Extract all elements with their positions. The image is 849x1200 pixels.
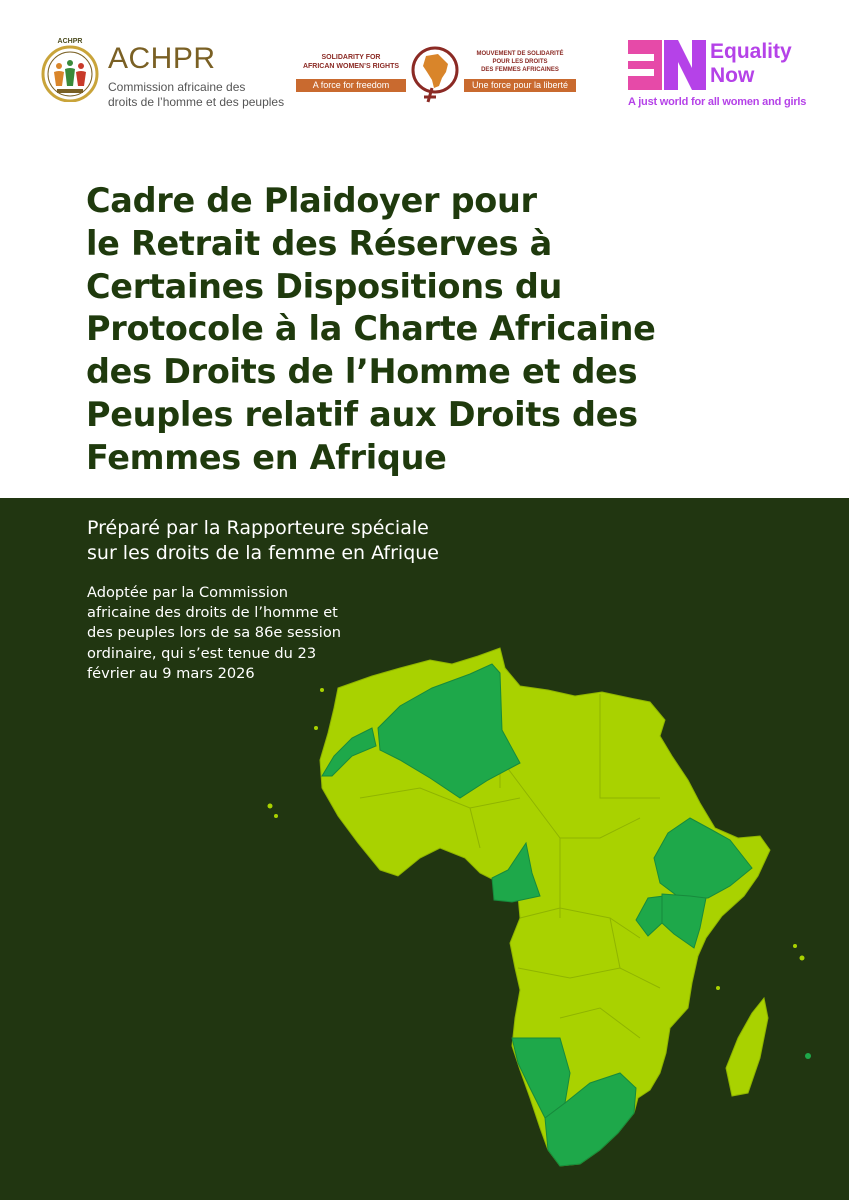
title-line: Cadre de Plaidoyer pour: [86, 181, 537, 220]
equality-now-word2: Now: [710, 64, 755, 87]
soawr-left-line2: AFRICAN WOMEN’S RIGHTS: [302, 63, 400, 70]
title-line: Protocole à la Charte Africaine: [86, 309, 656, 349]
equality-now-tagline: A just world for all women and girls: [628, 96, 807, 108]
cover-top: [0, 0, 849, 498]
prepared-line: Préparé par la Rapporteure spéciale: [87, 517, 429, 539]
title-line: Peuples relatif aux Droits des: [86, 394, 638, 434]
achpr-subtitle-line2: droits de l’homme et des peuples: [108, 95, 285, 109]
soawr-right-line3: DES FEMMES AFRICAINES: [481, 67, 559, 73]
soawr-left-line1: SOLIDARITY FOR: [321, 54, 381, 61]
prepared-line: sur les droits de la femme en Afrique: [87, 542, 439, 564]
equality-now-word1: Equality: [710, 40, 792, 63]
achpr-emblem-icon: [40, 42, 100, 102]
adopted-line: des peuples lors de sa 86e session: [87, 624, 342, 642]
achpr-name: ACHPR: [108, 42, 216, 75]
title-line: le Retrait des Réserves à: [86, 223, 552, 263]
soawr-left-tagline: A force for freedom: [296, 79, 406, 92]
soawr-right-line2: POUR LES DROITS: [492, 59, 548, 65]
achpr-emblem-label: ACHPR: [57, 38, 83, 45]
title-line: Femmes en Afrique: [86, 437, 447, 477]
adopted-line: Adoptée par la Commission: [87, 584, 289, 601]
adopted-line: africaine des droits de l’homme et: [87, 604, 338, 622]
madagascar-shape: [726, 998, 768, 1096]
document-title: [86, 180, 786, 480]
equality-now-logo: [628, 40, 818, 112]
achpr-subtitle-line1: Commission africaine des: [108, 80, 246, 94]
soawr-logo: [296, 42, 578, 108]
adopted-line: ordinaire, qui s’est tenue du 23: [87, 644, 317, 662]
soawr-right-tagline: Une force pour la liberté: [464, 79, 576, 92]
title-line: Certaines Dispositions du: [86, 266, 563, 306]
adopted-line: février au 9 mars 2026: [87, 664, 255, 682]
title-line: des Droits de l’Homme et des: [86, 352, 638, 392]
mauritius-shape: [805, 1053, 811, 1059]
prepared-by-text: [87, 516, 439, 566]
equality-now-mark-icon: [628, 40, 706, 90]
africa-venus-icon: [406, 42, 464, 108]
soawr-right-line1: MOUVEMENT DE SOLIDARITÉ: [476, 51, 564, 57]
achpr-logo: [40, 38, 285, 109]
adopted-text: [87, 583, 341, 684]
